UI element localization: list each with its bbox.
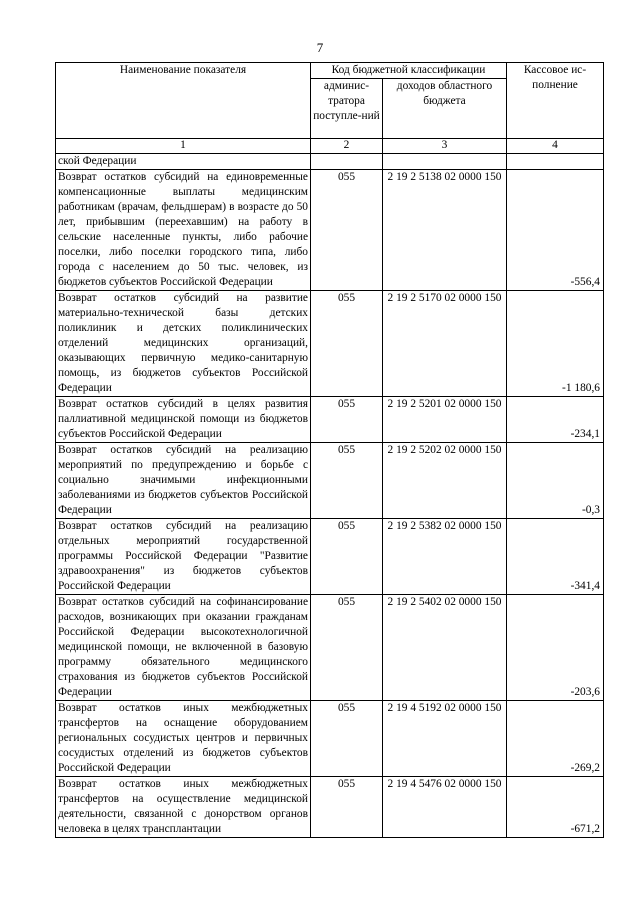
header-income: доходов областного бюджета xyxy=(383,79,507,139)
row-amount: -671,2 xyxy=(507,777,604,838)
row-code: 2 19 2 5201 02 0000 150 xyxy=(383,397,507,443)
table-row xyxy=(56,595,604,701)
table-row xyxy=(56,170,604,291)
table-row xyxy=(56,154,604,170)
row-admin: 055 xyxy=(311,595,383,701)
col-number: 2 xyxy=(311,139,383,154)
row-amount: -556,4 xyxy=(507,170,604,291)
table-row xyxy=(56,701,604,777)
header-admin: админис-тратора поступле-ний xyxy=(311,79,383,139)
row-name: Возврат остатков иных межбюджетных трансфертов на оснащение оборудованием региональных сосудистых центров и первичных сосудистых отделений из бюджетов субъектов Российской Федерации xyxy=(56,701,311,777)
row-code xyxy=(383,154,507,170)
row-name: Возврат остатков субсидий на развитие материально-технической базы детских поликлиник и детских поликлинических отделений медицинских организаций, оказывающих первичную медико-санитарную помощь, из бюджетов субъектов Российской Федерации xyxy=(56,291,311,397)
row-code: 2 19 2 5382 02 0000 150 xyxy=(383,519,507,595)
row-amount: -0,3 xyxy=(507,443,604,519)
row-amount: -341,4 xyxy=(507,519,604,595)
row-admin: 055 xyxy=(311,170,383,291)
table-row xyxy=(56,777,604,838)
row-code: 2 19 2 5170 02 0000 150 xyxy=(383,291,507,397)
row-name: ской Федерации xyxy=(56,154,311,170)
table-row xyxy=(56,443,604,519)
header-code-group: Код бюджетной классификации xyxy=(311,63,507,79)
table-row xyxy=(56,519,604,595)
row-name: Возврат остатков субсидий на софинансирование расходов, возникающих при оказании гражданам Российской Федерации высокотехнологичной медицинской помощи, не включенной в базовую программу обязательного медицинского страхования из бюджетов субъектов Российской Федерации xyxy=(56,595,311,701)
row-admin: 055 xyxy=(311,519,383,595)
table-row xyxy=(56,397,604,443)
budget-table xyxy=(55,62,604,838)
row-amount: -203,6 xyxy=(507,595,604,701)
header-name: Наименование показателя xyxy=(56,63,311,139)
col-number: 1 xyxy=(56,139,311,154)
page-number: 7 xyxy=(316,40,324,55)
row-admin: 055 xyxy=(311,397,383,443)
row-name: Возврат остатков субсидий на единовременные компенсационные выплаты медицинским работникам (врачам, фельдшерам) в возрасте до 50 лет, прибывшим (переехавшим) на работу в сельские населенные пункты, либо рабочие поселки, либо поселки городского типа, либо города с населением до 50 тыс. человек, из бюджетов субъектов Российской Федерации xyxy=(56,170,311,291)
row-code: 2 19 4 5192 02 0000 150 xyxy=(383,701,507,777)
row-name: Возврат остатков субсидий в целях развития паллиативной медицинской помощи из бюджетов субъектов Российской Федерации xyxy=(56,397,311,443)
col-number: 4 xyxy=(507,139,604,154)
col-number: 3 xyxy=(383,139,507,154)
row-admin: 055 xyxy=(311,701,383,777)
row-admin: 055 xyxy=(311,443,383,519)
row-name: Возврат остатков иных межбюджетных трансфертов на осуществление медицинской деятельности, связанной с донорством органов человека в целях трансплантации xyxy=(56,777,311,838)
row-amount: -234,1 xyxy=(507,397,604,443)
row-admin xyxy=(311,154,383,170)
row-name: Возврат остатков субсидий на реализацию мероприятий по предупреждению и борьбе с социально значимыми инфекционными заболеваниями из бюджетов субъектов Российской Федерации xyxy=(56,443,311,519)
row-amount xyxy=(507,154,604,170)
row-code: 2 19 4 5476 02 0000 150 xyxy=(383,777,507,838)
row-code: 2 19 2 5202 02 0000 150 xyxy=(383,443,507,519)
table-row xyxy=(56,291,604,397)
row-code: 2 19 2 5138 02 0000 150 xyxy=(383,170,507,291)
row-amount: -1 180,6 xyxy=(507,291,604,397)
row-amount: -269,2 xyxy=(507,701,604,777)
row-admin: 055 xyxy=(311,291,383,397)
row-admin: 055 xyxy=(311,777,383,838)
row-name: Возврат остатков субсидий на реализацию отдельных мероприятий государственной программы Российской Федерации "Развитие здравоохранения" из бюджетов субъектов Российской Федерации xyxy=(56,519,311,595)
row-code: 2 19 2 5402 02 0000 150 xyxy=(383,595,507,701)
header-cash: Кассовое ис-полнение xyxy=(507,63,604,139)
